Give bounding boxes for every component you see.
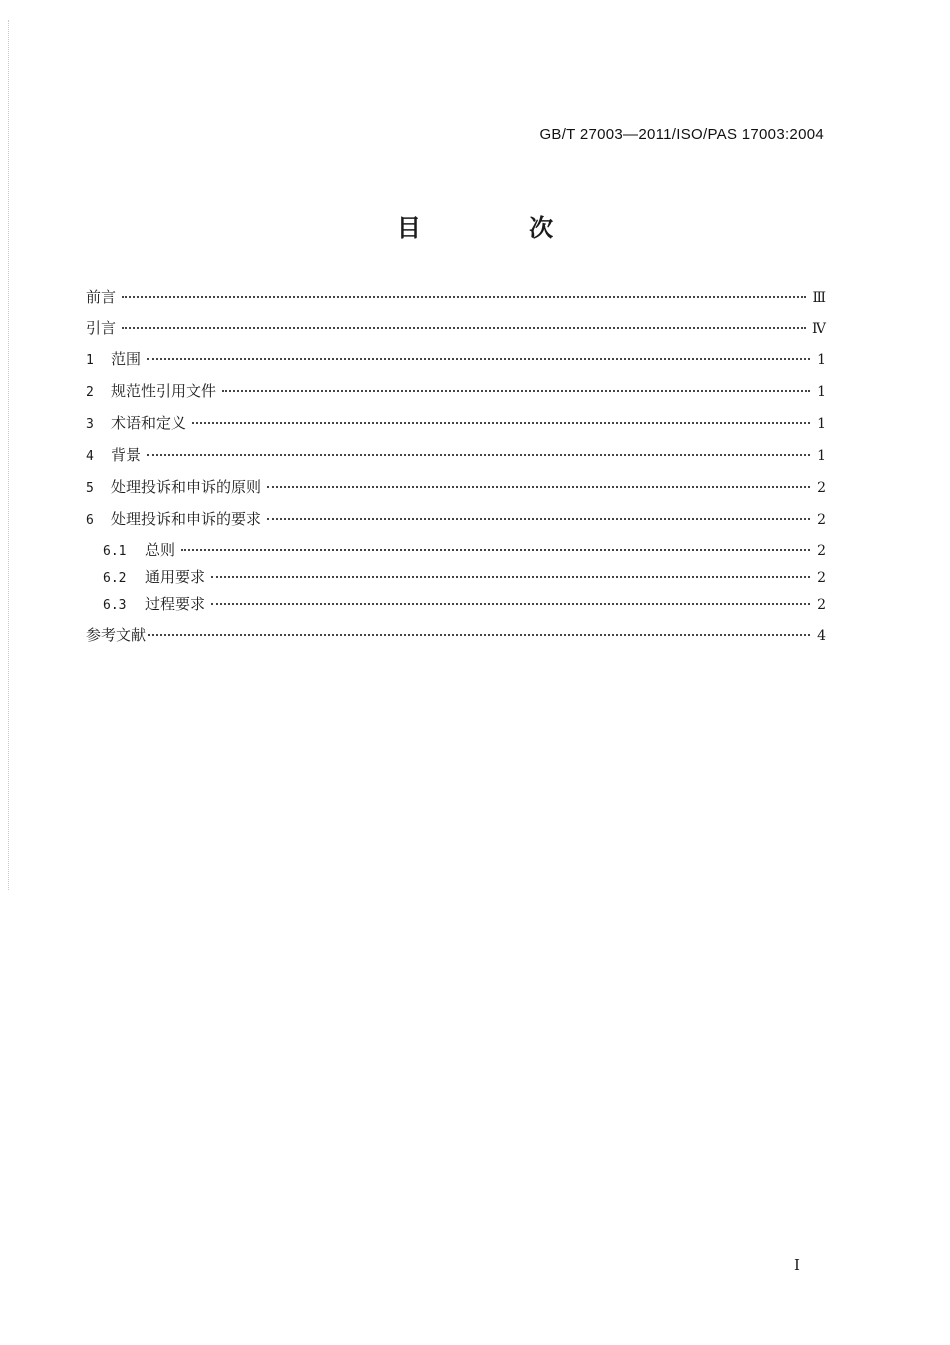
toc-leader-dots bbox=[267, 518, 810, 520]
toc-entry-normative-references[interactable] bbox=[86, 381, 826, 403]
toc-entry-page: Ⅳ bbox=[812, 321, 826, 337]
toc-entry-label: 总则 bbox=[145, 541, 176, 559]
toc-entry-terms-definitions[interactable] bbox=[86, 413, 826, 435]
toc-entry-label: 参考文献 bbox=[86, 626, 147, 644]
toc-entry-background[interactable] bbox=[86, 445, 826, 467]
toc-entry-page: 1 bbox=[817, 416, 826, 432]
toc-entry-page: 4 bbox=[817, 628, 826, 644]
toc-entry-requirements[interactable] bbox=[86, 509, 826, 531]
toc-entry-process-requirements[interactable] bbox=[86, 594, 826, 616]
toc-entry-label: 过程要求 bbox=[145, 595, 206, 613]
toc-entry-page: 1 bbox=[817, 448, 826, 464]
toc-leader-dots bbox=[192, 422, 810, 424]
toc-entry-number: 6 bbox=[86, 513, 94, 528]
toc-entry-page: 1 bbox=[817, 352, 826, 368]
toc-entry-bibliography[interactable] bbox=[86, 625, 826, 646]
toc-entry-number: 1 bbox=[86, 353, 94, 368]
toc-entry-page: Ⅲ bbox=[812, 290, 826, 306]
toc-entry-label: 规范性引用文件 bbox=[111, 382, 217, 400]
toc-entry-page: 2 bbox=[817, 543, 826, 559]
toc-entry-number: 2 bbox=[86, 385, 94, 400]
toc-entry-principles[interactable] bbox=[86, 477, 826, 499]
toc-leader-dots bbox=[148, 634, 810, 636]
toc-entry-label: 引言 bbox=[86, 319, 117, 337]
toc-entry-label: 术语和定义 bbox=[111, 414, 187, 432]
toc-leader-dots bbox=[147, 454, 810, 456]
toc-entry-page: 2 bbox=[817, 512, 826, 528]
page-number: Ⅰ bbox=[794, 1258, 800, 1274]
toc-entry-scope[interactable] bbox=[86, 349, 826, 371]
toc-entry-page: 1 bbox=[817, 384, 826, 400]
table-of-contents bbox=[86, 287, 826, 646]
toc-entry-general-requirements[interactable] bbox=[86, 567, 826, 589]
toc-leader-dots bbox=[211, 576, 810, 578]
toc-entry-number: 3 bbox=[86, 417, 94, 432]
toc-leader-dots bbox=[147, 358, 810, 360]
toc-entry-page: 2 bbox=[817, 570, 826, 586]
toc-leader-dots bbox=[211, 603, 810, 605]
toc-entry-number: 6.2 bbox=[103, 571, 127, 586]
toc-entry-general[interactable] bbox=[86, 540, 826, 562]
toc-entry-page: 2 bbox=[817, 597, 826, 613]
toc-title: 目 次 bbox=[396, 214, 604, 242]
toc-entry-number: 6.1 bbox=[103, 544, 127, 559]
toc-leader-dots bbox=[267, 486, 810, 488]
toc-leader-dots bbox=[222, 390, 810, 392]
standard-number-header: GB/T 27003—2011/ISO/PAS 17003:2004 bbox=[539, 126, 824, 143]
toc-entry-foreword[interactable] bbox=[86, 287, 826, 308]
toc-entry-page: 2 bbox=[817, 480, 826, 496]
toc-entry-label: 通用要求 bbox=[145, 568, 206, 586]
toc-entry-number: 6.3 bbox=[103, 598, 127, 613]
toc-entry-number: 5 bbox=[86, 481, 94, 496]
toc-leader-dots bbox=[122, 327, 806, 329]
toc-entry-introduction[interactable] bbox=[86, 318, 826, 339]
toc-entry-label: 范围 bbox=[111, 350, 142, 368]
scan-edge-marks bbox=[8, 20, 12, 890]
toc-entry-label: 前言 bbox=[86, 288, 117, 306]
toc-entry-number: 4 bbox=[86, 449, 94, 464]
toc-entry-label: 背景 bbox=[111, 446, 142, 464]
toc-leader-dots bbox=[181, 549, 810, 551]
toc-leader-dots bbox=[122, 296, 806, 298]
toc-entry-label: 处理投诉和申诉的要求 bbox=[111, 510, 262, 528]
toc-entry-label: 处理投诉和申诉的原则 bbox=[111, 478, 262, 496]
